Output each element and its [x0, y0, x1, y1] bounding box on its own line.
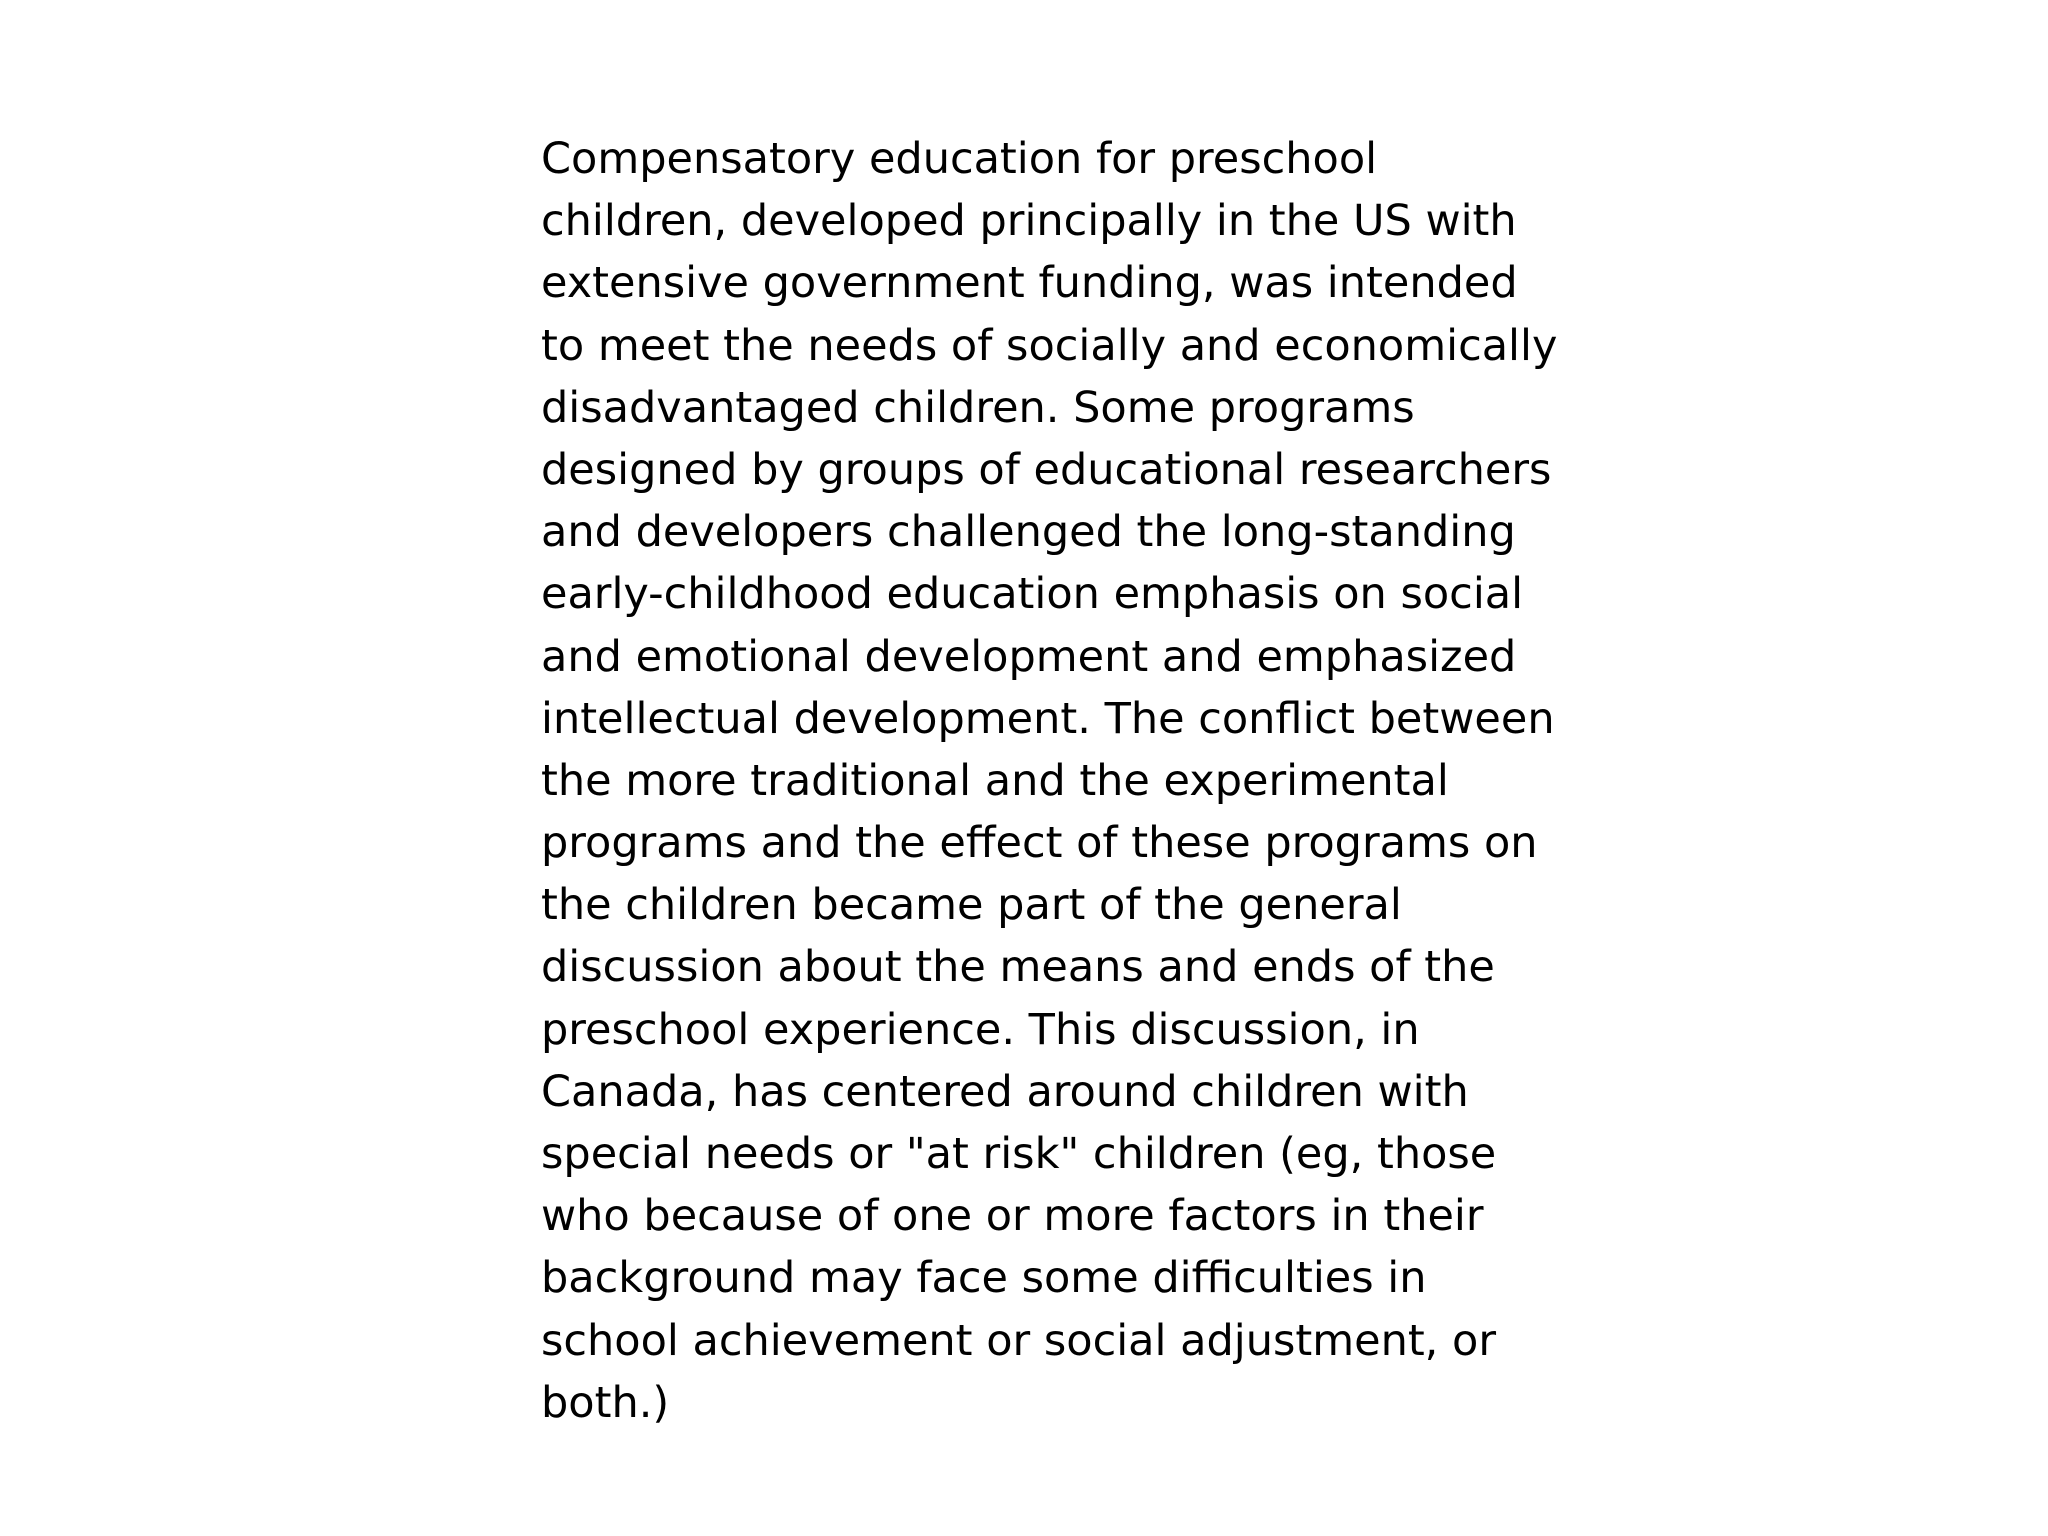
- paragraph-line: background may face some difficulties in: [541, 1253, 1427, 1304]
- paragraph-line: and developers challenged the long-standing: [541, 507, 1516, 558]
- paragraph-line: intellectual development. The conflict between: [541, 693, 1555, 744]
- paragraph-line: special needs or "at risk" children (eg, those: [541, 1129, 1497, 1179]
- paragraph-line: Canada, has centered around children with: [541, 1066, 1469, 1117]
- paragraph-line: extensive government funding, was intended: [541, 258, 1518, 309]
- paragraph-line: both.): [541, 1377, 670, 1428]
- paragraph-line: the more traditional and the experimental: [541, 755, 1449, 806]
- paragraph-line: discussion about the means and ends of the: [541, 942, 1495, 993]
- paragraph-line: disadvantaged children. Some programs: [541, 382, 1415, 433]
- paragraph-line: to meet the needs of socially and economically: [541, 320, 1558, 371]
- paragraph-line: the children became part of the general: [541, 880, 1402, 931]
- paragraph-line: and emotional development and emphasized: [541, 631, 1517, 682]
- body-paragraph: [541, 128, 1621, 1434]
- paragraph-line: designed by groups of educational researchers: [541, 444, 1552, 495]
- paragraph-line: children, developed principally in the US with: [541, 196, 1517, 247]
- paragraph-line: Compensatory education for preschool: [541, 134, 1378, 184]
- paragraph-line: school achievement or social adjustment, or: [541, 1315, 1497, 1366]
- paragraph-line: early-childhood education emphasis on social: [541, 569, 1524, 620]
- paragraph-line: preschool experience. This discussion, in: [541, 1004, 1420, 1055]
- paragraph-line: programs and the effect of these programs on: [541, 818, 1538, 869]
- paragraph-line: who because of one or more factors in their: [541, 1191, 1484, 1242]
